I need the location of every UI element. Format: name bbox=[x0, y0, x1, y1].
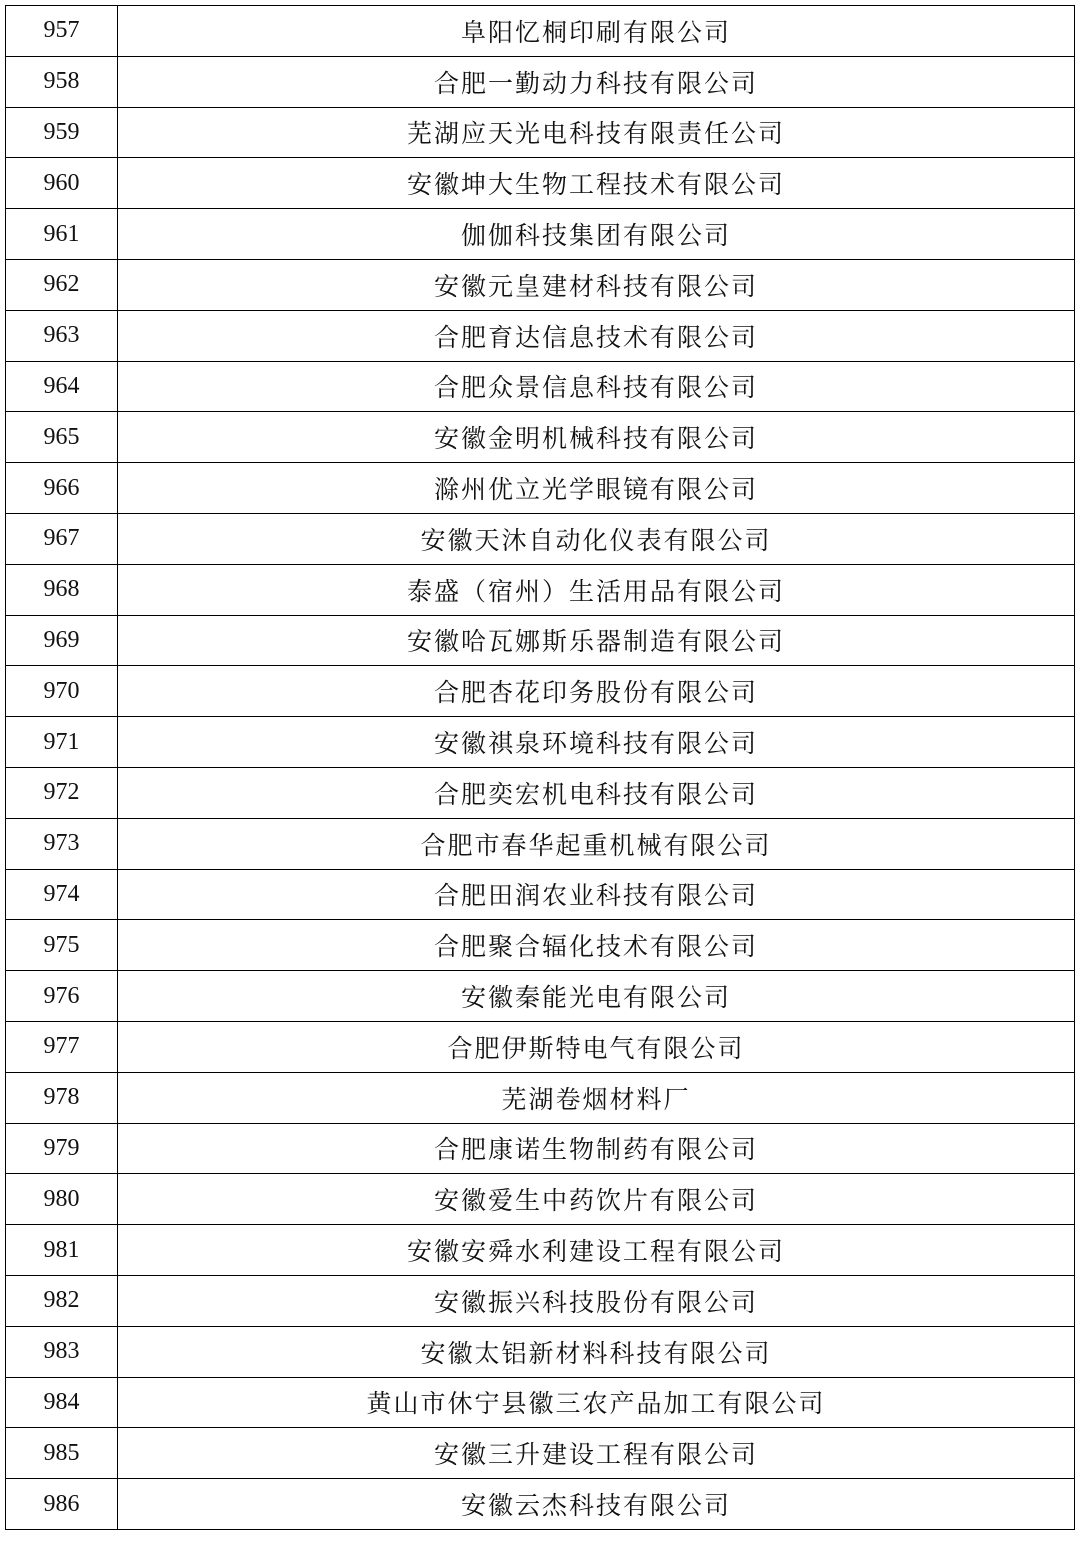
company-name-cell: 合肥聚合辐化技术有限公司 bbox=[118, 920, 1075, 971]
company-name-cell: 安徽坤大生物工程技术有限公司 bbox=[118, 158, 1075, 209]
company-list-body bbox=[6, 6, 1075, 1530]
company-name-cell: 合肥伊斯特电气有限公司 bbox=[118, 1021, 1075, 1072]
table-row bbox=[6, 1174, 1075, 1225]
table-row bbox=[6, 56, 1075, 107]
company-name-cell: 安徽祺泉环境科技有限公司 bbox=[118, 717, 1075, 768]
company-name-cell: 合肥田润农业科技有限公司 bbox=[118, 869, 1075, 920]
company-list-table bbox=[5, 5, 1075, 1530]
row-number-cell: 980 bbox=[6, 1174, 118, 1225]
row-number-cell: 969 bbox=[6, 615, 118, 666]
company-name-cell: 安徽哈瓦娜斯乐器制造有限公司 bbox=[118, 615, 1075, 666]
table-row bbox=[6, 361, 1075, 412]
row-number-cell: 981 bbox=[6, 1225, 118, 1276]
row-number-cell: 962 bbox=[6, 259, 118, 310]
table-row bbox=[6, 869, 1075, 920]
table-row bbox=[6, 717, 1075, 768]
row-number-cell: 975 bbox=[6, 920, 118, 971]
company-name-cell: 合肥育达信息技术有限公司 bbox=[118, 310, 1075, 361]
table-row bbox=[6, 666, 1075, 717]
company-name-cell: 安徽天沐自动化仪表有限公司 bbox=[118, 513, 1075, 564]
table-row bbox=[6, 1479, 1075, 1530]
company-name-cell: 安徽振兴科技股份有限公司 bbox=[118, 1275, 1075, 1326]
company-name-cell: 合肥众景信息科技有限公司 bbox=[118, 361, 1075, 412]
table-row bbox=[6, 564, 1075, 615]
company-name-cell: 安徽金明机械科技有限公司 bbox=[118, 412, 1075, 463]
table-row bbox=[6, 412, 1075, 463]
table-row bbox=[6, 107, 1075, 158]
table-row bbox=[6, 158, 1075, 209]
company-name-cell: 阜阳忆桐印刷有限公司 bbox=[118, 6, 1075, 57]
row-number-cell: 972 bbox=[6, 767, 118, 818]
table-row bbox=[6, 615, 1075, 666]
company-name-cell: 黄山市休宁县徽三农产品加工有限公司 bbox=[118, 1377, 1075, 1428]
row-number-cell: 976 bbox=[6, 971, 118, 1022]
table-row bbox=[6, 209, 1075, 260]
table-row bbox=[6, 1326, 1075, 1377]
row-number-cell: 960 bbox=[6, 158, 118, 209]
table-row bbox=[6, 818, 1075, 869]
row-number-cell: 971 bbox=[6, 717, 118, 768]
company-name-cell: 安徽太铝新材料科技有限公司 bbox=[118, 1326, 1075, 1377]
row-number-cell: 985 bbox=[6, 1428, 118, 1479]
row-number-cell: 983 bbox=[6, 1326, 118, 1377]
company-name-cell: 伽伽科技集团有限公司 bbox=[118, 209, 1075, 260]
company-name-cell: 泰盛（宿州）生活用品有限公司 bbox=[118, 564, 1075, 615]
company-name-cell: 芜湖卷烟材料厂 bbox=[118, 1072, 1075, 1123]
row-number-cell: 982 bbox=[6, 1275, 118, 1326]
table-row bbox=[6, 259, 1075, 310]
table-row bbox=[6, 1021, 1075, 1072]
table-row bbox=[6, 1377, 1075, 1428]
company-name-cell: 安徽三升建设工程有限公司 bbox=[118, 1428, 1075, 1479]
table-row bbox=[6, 6, 1075, 57]
row-number-cell: 959 bbox=[6, 107, 118, 158]
table-row bbox=[6, 310, 1075, 361]
table-row bbox=[6, 1225, 1075, 1276]
company-name-cell: 安徽安舜水利建设工程有限公司 bbox=[118, 1225, 1075, 1276]
row-number-cell: 974 bbox=[6, 869, 118, 920]
row-number-cell: 957 bbox=[6, 6, 118, 57]
company-name-cell: 合肥康诺生物制药有限公司 bbox=[118, 1123, 1075, 1174]
row-number-cell: 979 bbox=[6, 1123, 118, 1174]
row-number-cell: 970 bbox=[6, 666, 118, 717]
row-number-cell: 978 bbox=[6, 1072, 118, 1123]
table-row bbox=[6, 971, 1075, 1022]
row-number-cell: 977 bbox=[6, 1021, 118, 1072]
table-row bbox=[6, 1428, 1075, 1479]
row-number-cell: 965 bbox=[6, 412, 118, 463]
company-name-cell: 芜湖应天光电科技有限责任公司 bbox=[118, 107, 1075, 158]
row-number-cell: 966 bbox=[6, 463, 118, 514]
row-number-cell: 973 bbox=[6, 818, 118, 869]
row-number-cell: 964 bbox=[6, 361, 118, 412]
company-name-cell: 安徽爱生中药饮片有限公司 bbox=[118, 1174, 1075, 1225]
row-number-cell: 967 bbox=[6, 513, 118, 564]
company-name-cell: 安徽元皇建材科技有限公司 bbox=[118, 259, 1075, 310]
row-number-cell: 958 bbox=[6, 56, 118, 107]
row-number-cell: 986 bbox=[6, 1479, 118, 1530]
table-row bbox=[6, 513, 1075, 564]
company-name-cell: 合肥市春华起重机械有限公司 bbox=[118, 818, 1075, 869]
row-number-cell: 968 bbox=[6, 564, 118, 615]
table-row bbox=[6, 920, 1075, 971]
table-row bbox=[6, 767, 1075, 818]
row-number-cell: 961 bbox=[6, 209, 118, 260]
row-number-cell: 984 bbox=[6, 1377, 118, 1428]
company-name-cell: 合肥一勤动力科技有限公司 bbox=[118, 56, 1075, 107]
company-name-cell: 安徽云杰科技有限公司 bbox=[118, 1479, 1075, 1530]
table-row bbox=[6, 463, 1075, 514]
company-name-cell: 滁州优立光学眼镜有限公司 bbox=[118, 463, 1075, 514]
table-row bbox=[6, 1072, 1075, 1123]
company-name-cell: 安徽秦能光电有限公司 bbox=[118, 971, 1075, 1022]
company-list-table-wrapper bbox=[5, 5, 1075, 1530]
table-row bbox=[6, 1123, 1075, 1174]
row-number-cell: 963 bbox=[6, 310, 118, 361]
company-name-cell: 合肥奕宏机电科技有限公司 bbox=[118, 767, 1075, 818]
company-name-cell: 合肥杏花印务股份有限公司 bbox=[118, 666, 1075, 717]
table-row bbox=[6, 1275, 1075, 1326]
